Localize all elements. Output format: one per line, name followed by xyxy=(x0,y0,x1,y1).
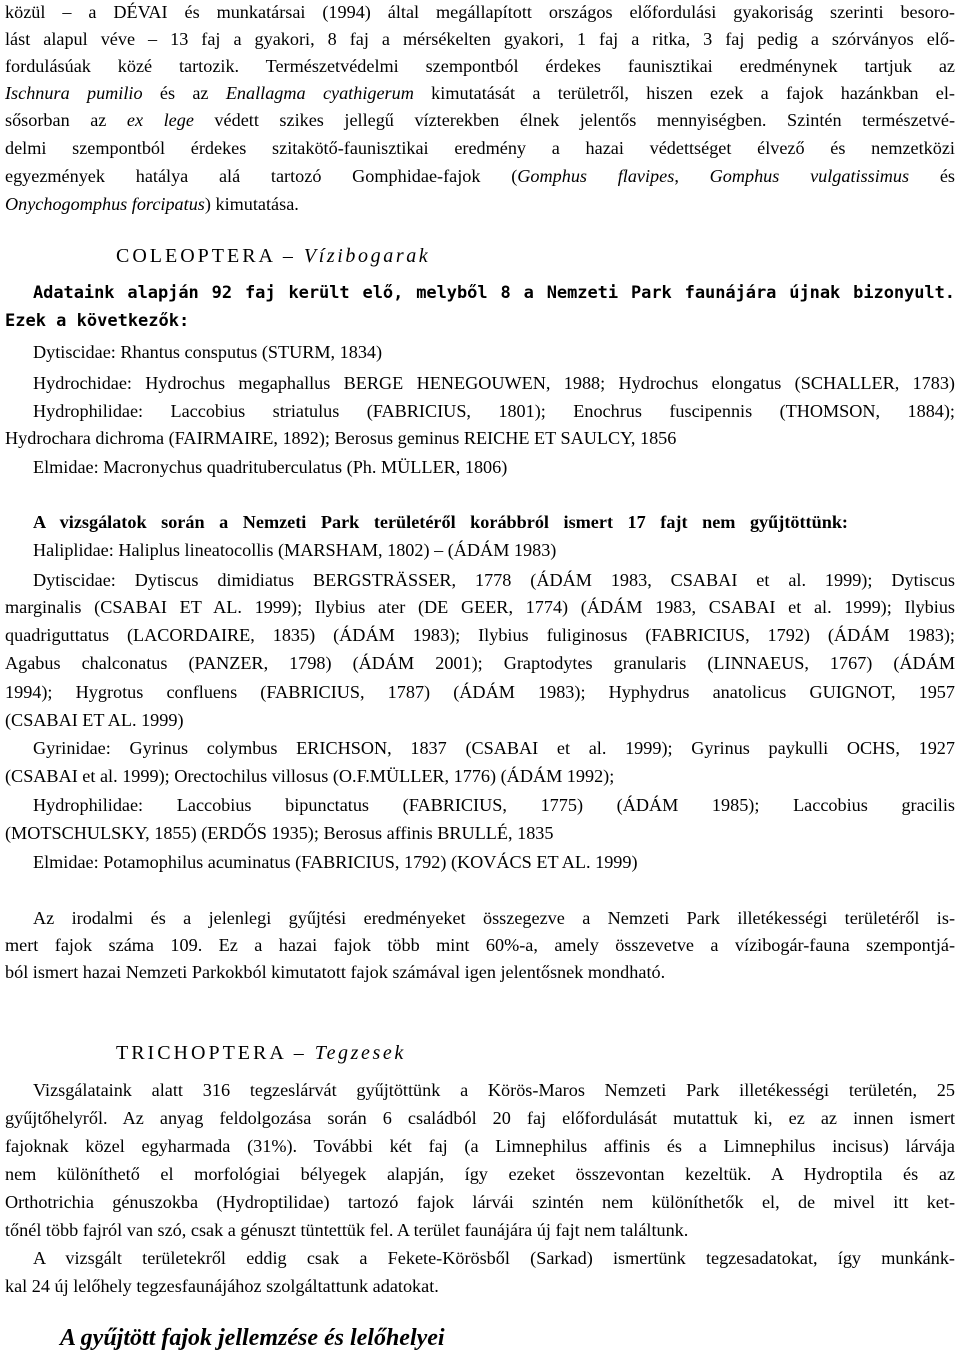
species-name: Onychogomphus forcipatus xyxy=(5,194,205,214)
species-line: marginalis (CSABAI ET AL. 1999); Ilybius ater (DE GEER, 1774) (ÁDÁM 1983, CSABAI et al. 1999); Ilybius xyxy=(5,597,955,617)
species-line: Elmidae: Macronychus quadrituberculatus (Ph. MÜLLER, 1806) xyxy=(33,457,508,477)
latin-term: ex lege xyxy=(126,110,194,130)
species-name: Gomphus flavipes xyxy=(517,166,675,186)
text-line xyxy=(5,107,955,134)
heading-dash: – xyxy=(285,1042,315,1064)
species-line: Hydrochara dichroma (FAIRMAIRE, 1892); Berosus geminus REICHE ET SAULCY, 1856 xyxy=(5,428,677,448)
species-line: Gyrinidae: Gyrinus colymbus ERICHSON, 1837 (CSABAI et al. 1999); Gyrinus paykulli OCHS, 1927 xyxy=(33,738,955,758)
text-span: ) kimutatása. xyxy=(204,194,299,214)
text-line: Vizsgálataink alatt 316 tegzeslárvát gyűjtöttünk a Körös-Maros Nemzeti Park illetékességi területén, 25 xyxy=(33,1080,955,1100)
text-line: lást alapul véve – 13 faj a gyakori, 8 faj a mérsékelten gyakori, 1 faj a ritka, 3 faj pedig a szórványos elő- xyxy=(5,29,955,49)
intro-line: Ezek a következők: xyxy=(5,311,190,331)
text-line xyxy=(5,80,955,107)
intro-line: Adataink alapján 92 faj került elő, melyből 8 a Nemzeti Park faunájára újnak bizonyult. xyxy=(33,283,955,303)
text-line: kal 24 új lelőhely tegzesfaunájához szolgáltattunk adatokat. xyxy=(5,1276,439,1296)
text-line: Az irodalmi és a jelenlegi gyűjtési eredményeket összegezve a Nemzeti Park illetékességi területéről is- xyxy=(33,908,955,928)
text-line: közül – a DÉVAI és munkatársai (1994) által megállapított országos előfordulási gyakoriság szerinti besoro- xyxy=(5,2,955,22)
text-span: , xyxy=(674,166,710,186)
text-line: Orthotrichia génuszokba (Hydroptilidae) tartozó fajok lárvái szintén nem különíthetők el, de mivel itt ket- xyxy=(5,1192,955,1212)
text-line: nem különíthető el morfológiai bélyegek alapján, így ezeket összevontan kezeltük. A Hydroptila és az xyxy=(5,1164,955,1184)
heading-common-name: Vízibogarak xyxy=(303,245,431,267)
text-line: fajoknak közel egyharmada (31%). További két faj (a Limnephilus affinis és a Limnephilus incisus) lárvája xyxy=(5,1136,955,1156)
species-line: (MOTSCHULSKY, 1855) (ERDŐS 1935); Berosus affinis BRULLÉ, 1835 xyxy=(5,823,554,843)
heading-order: TRICHOPTERA xyxy=(116,1042,286,1064)
species-line: quadriguttatus (LACORDAIRE, 1835) (ÁDÁM 1983); Ilybius fuliginosus (FABRICIUS, 1792) (ÁDÁM 1983); xyxy=(5,625,955,645)
species-line: Hydrophilidae: Laccobius bipunctatus (FABRICIUS, 1775) (ÁDÁM 1985); Laccobius gracilis xyxy=(33,795,955,815)
section-heading-trichoptera xyxy=(116,1042,406,1065)
text-span: sősorban az xyxy=(5,110,127,130)
text-span: kimutatását a területről, hiszen ezek a fajok hazánkban el- xyxy=(413,83,955,103)
text-line: ból ismert hazai Nemzeti Parkokból kimutatott fajok számával igen jelentősnek mondható. xyxy=(5,962,666,982)
heading-common-name: Tegzesek xyxy=(314,1042,406,1064)
text-line: fordulásúak közé tartozik. Természetvédelmi szempontból érdekes faunisztikai eredménynek tartjuk az xyxy=(5,56,955,76)
heading-order: COLEOPTERA xyxy=(116,245,275,267)
text-span: védett szikes jellegű vízterekben élnek jelentős mennyiségben. Szintén természetvé- xyxy=(193,110,956,130)
species-line: Hydrochidae: Hydrochus megaphallus BERGE HENEGOUWEN, 1988; Hydrochus elongatus (SCHALLER, 1783) xyxy=(33,373,955,393)
text-span: és xyxy=(909,166,956,186)
species-line: Dytiscidae: Dytiscus dimidiatus BERGSTRÄSSER, 1778 (ÁDÁM 1983, CSABAI et al. 1999); Dytiscus xyxy=(33,570,955,590)
species-line: (CSABAI ET AL. 1999) xyxy=(5,710,184,730)
text-line: A vizsgált területekről eddig csak a Fekete-Körösből (Sarkad) ismertünk tegzesadatokat, így munkánk- xyxy=(33,1248,955,1268)
species-name: Enallagma cyathigerum xyxy=(225,83,414,103)
text-span: és az xyxy=(142,83,226,103)
species-line: Agabus chalconatus (PANZER, 1798) (ÁDÁM 2001); Graptodytes granularis (LINNAEUS, 1767) (ÁDÁM xyxy=(5,653,955,673)
species-name: Gomphus vulgatissimus xyxy=(709,166,910,186)
text-line: delmi szempontból érdekes szitakötő-faunisztikai eredmény a hazai védettséget élvező és nemzetközi xyxy=(5,138,955,158)
text-line: mert fajok száma 109. Ez a hazai fajok több mint 60%-a, amely összevetve a vízibogár-fauna szempontjá- xyxy=(5,935,955,955)
text-line: gyűjtőhelyről. Az anyag feldolgozása során 6 családból 20 faj előfordulását mutattuk ki, ez az innen ismert xyxy=(5,1108,955,1128)
species-line: Elmidae: Potamophilus acuminatus (FABRICIUS, 1792) (KOVÁCS ET AL. 1999) xyxy=(33,852,638,872)
species-line: 1994); Hygrotus confluens (FABRICIUS, 1787) (ÁDÁM 1983); Hyphydrus anatolicus GUIGNOT, 1957 xyxy=(5,682,955,702)
section-heading-coleoptera xyxy=(116,245,430,268)
text-line xyxy=(5,163,955,190)
heading-dash: – xyxy=(274,245,304,267)
text-span: egyezmények hatálya alá tartozó Gomphidae-fajok ( xyxy=(5,166,518,186)
species-line: (CSABAI et al. 1999); Orectochilus villosus (O.F.MÜLLER, 1776) (ÁDÁM 1992); xyxy=(5,766,615,786)
text-line: tőnél több fajról van szó, csak a génuszt tüntettük fel. A terület faunájára új fajt nem találtunk. xyxy=(5,1220,689,1240)
species-line: Haliplidae: Haliplus lineatocollis (MARSHAM, 1802) – (ÁDÁM 1983) xyxy=(33,540,557,560)
species-name: Ischnura pumilio xyxy=(5,83,143,103)
species-line: Dytiscidae: Rhantus consputus (STURM, 1834) xyxy=(33,342,383,362)
text-line xyxy=(5,191,955,218)
subsection-heading: A vizsgálatok során a Nemzeti Park területéről korábbról ismert 17 fajt nem gyűjtöttünk: xyxy=(33,512,848,532)
species-line: Hydrophilidae: Laccobius striatulus (FABRICIUS, 1801); Enochrus fuscipennis (THOMSON, 1884); xyxy=(33,401,955,421)
section-title: A gyűjtött fajok jellemzése és lelőhelyei xyxy=(60,1325,445,1351)
